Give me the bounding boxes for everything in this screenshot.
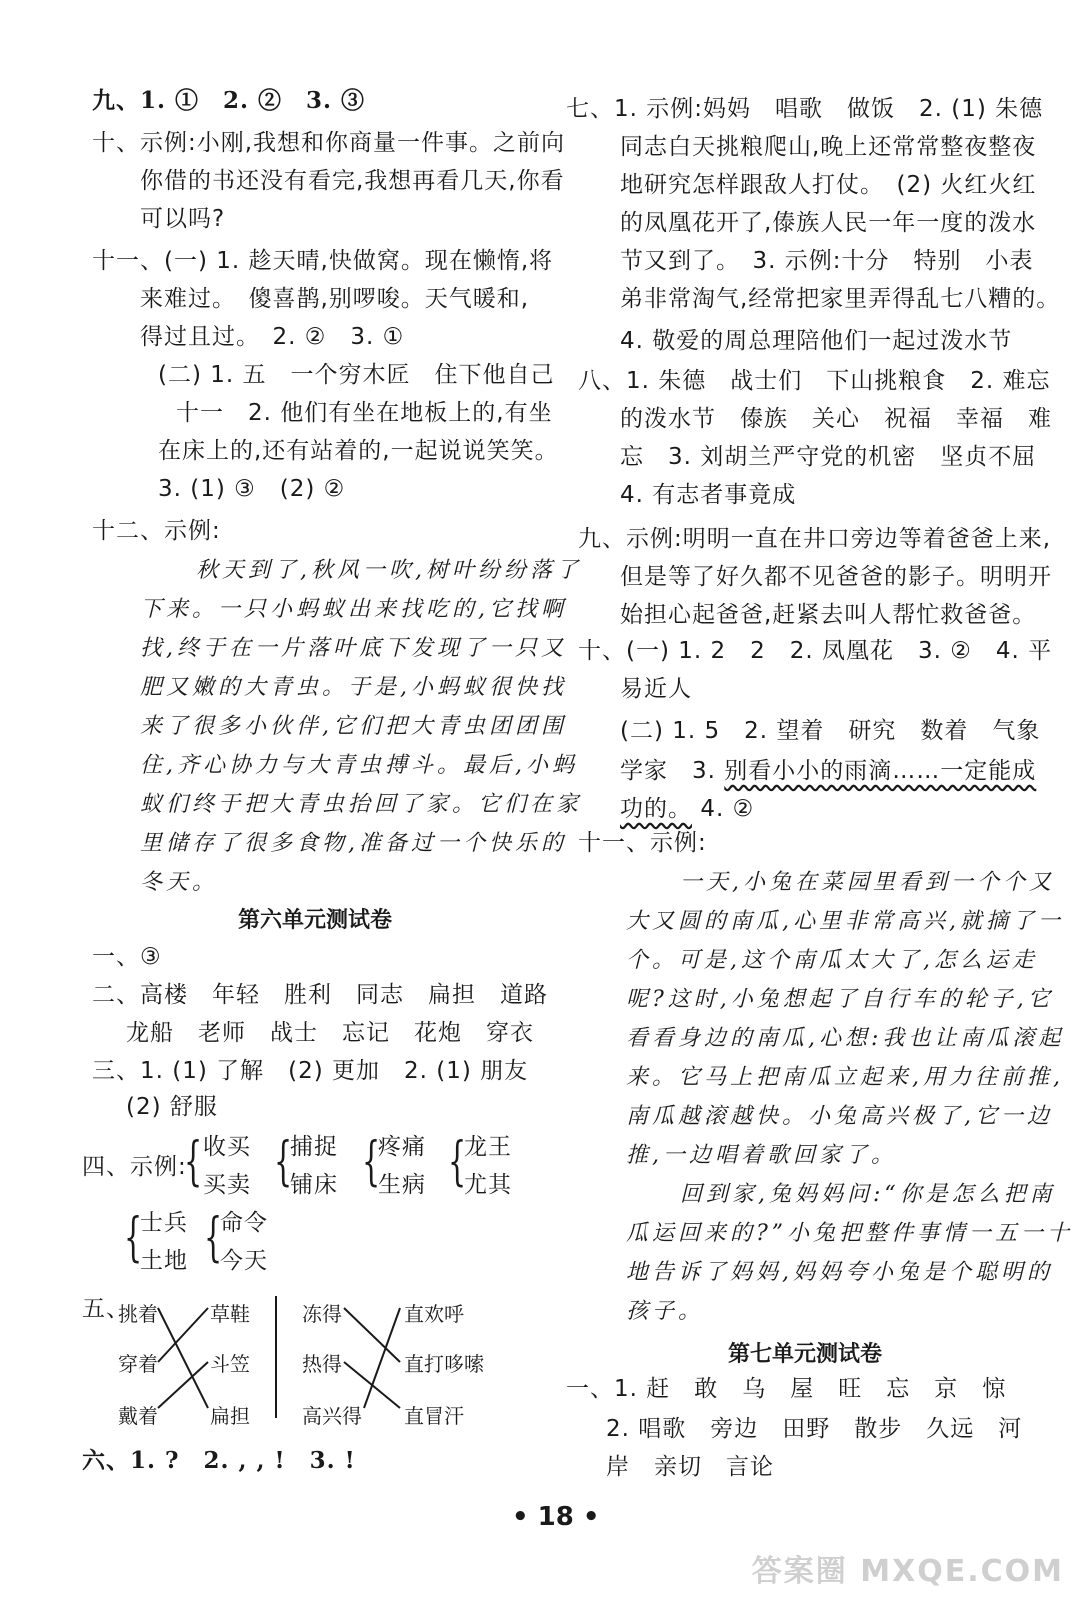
r-q10-line-3: (二) 1. 5 2. 望着 研究 数着 气象 xyxy=(620,718,1041,744)
match-word: 直欢呼 xyxy=(404,1302,464,1326)
r-q11-essay-line: 孩子。 xyxy=(626,1299,705,1324)
match-word: 直打哆嗦 xyxy=(404,1352,484,1376)
q10-line-2: 你借的书还没有看完,我想再看几天,你看 xyxy=(140,168,565,194)
match-word: 穿着 xyxy=(118,1352,158,1376)
u7-q2-line-2: 岸 亲切 言论 xyxy=(606,1454,774,1480)
u6-q4-word: 命令 xyxy=(220,1210,268,1236)
match-line xyxy=(158,1308,208,1408)
r-q11-essay-line: 回到家,兔妈妈问:“你是怎么把南 xyxy=(680,1182,1056,1207)
r-q7-line-2: 同志白天挑粮爬山,晚上还常常整夜整夜 xyxy=(620,134,1037,160)
r-q11-essay-line: 大又圆的南瓜,心里非常高兴,就摘了一 xyxy=(626,909,1064,934)
r-q10-end: 4. ② xyxy=(700,796,755,822)
u7-q1: 一、1. 赶 敢 乌 屋 旺 忘 京 惊 xyxy=(566,1376,1007,1402)
match-word: 扁担 xyxy=(210,1404,250,1428)
match-word: 直冒汗 xyxy=(404,1404,464,1428)
r-q8-line-3: 忘 3. 刘胡兰严守党的机密 坚贞不屈 xyxy=(620,444,1037,470)
match-line xyxy=(158,1308,208,1362)
q12-essay-line-3: 找,终于在一片落叶底下发现了一只又 xyxy=(140,636,567,661)
r-q11-essay-line: 推,一边唱着歌回家了。 xyxy=(626,1143,897,1168)
r-q11-essay-line: 瓜运回来的?”小兔把整件事情一五一十 xyxy=(626,1221,1074,1246)
r-q10-line-4 xyxy=(620,756,1036,786)
match-word: 戴着 xyxy=(118,1404,158,1428)
u6-q6: 六、1. ? 2. , , ! 3. ! xyxy=(82,1447,356,1474)
r-q8-line-4: 4. 有志者事竟成 xyxy=(620,482,797,508)
r-q10-wavy-2: 功的。 xyxy=(620,796,692,822)
brace-icon: { xyxy=(448,1132,467,1192)
r-q9-line-3: 始担心起爸爸,赶紧去叫人帮忙救爸爸。 xyxy=(620,602,1037,628)
q11-line-1: 十一、(一) 1. 趁天晴,快做窝。现在懒惰,将 xyxy=(92,248,554,274)
r-q8-line-1: 八、1. 朱德 战士们 下山挑粮食 2. 难忘 xyxy=(578,368,1051,394)
u6-q1: 一、③ xyxy=(92,944,162,970)
r-q11-essay-line: 呢?这时,小兔想起了自行车的轮子,它 xyxy=(626,987,1054,1012)
r-q10-text: 学家 3. xyxy=(620,758,716,784)
q11-line-3: 得过且过。 2. ② 3. ① xyxy=(140,324,405,350)
r-q11-essay-line: 个。可是,这个南瓜太大了,怎么运走 xyxy=(626,948,1038,973)
unit7-title: 第七单元测试卷 xyxy=(727,1342,882,1367)
u6-q3-line-2: (2) 舒服 xyxy=(126,1094,218,1120)
r-q11-essay-line: 来。它马上把南瓜立起来,用力往前推, xyxy=(626,1065,1064,1090)
u6-q4-word: 尤其 xyxy=(464,1172,512,1198)
unit6-title: 第六单元测试卷 xyxy=(237,908,392,933)
brace-icon: { xyxy=(204,1208,223,1268)
match-word: 斗笠 xyxy=(210,1352,250,1376)
r-q10-wavy-1: 别看小小的雨滴……一定能成 xyxy=(724,758,1037,784)
q12-essay-line-8: 里储存了很多食物,准备过一个快乐的 xyxy=(140,831,567,856)
match-word: 冻得 xyxy=(302,1302,342,1326)
r-q11-essay-line: 看看身边的南瓜,心想:我也让南瓜滚起 xyxy=(626,1026,1065,1051)
r-q7-line-4: 的凤凰花开了,傣族人民一年一度的泼水 xyxy=(620,210,1037,236)
match-word: 草鞋 xyxy=(210,1302,250,1326)
u6-q4-word: 生病 xyxy=(378,1172,426,1198)
q11-line-7: 3. (1) ③ (2) ② xyxy=(158,476,346,502)
r-q7-line-6: 弟非常淘气,经常把家里弄得乱七八糟的。 xyxy=(620,286,1061,312)
r-q11-essay-line: 地告诉了妈妈,妈妈夸小兔是个聪明的 xyxy=(626,1260,1053,1285)
q12-essay-line-5: 来了很多小伙伴,它们把大青虫团团围 xyxy=(140,714,567,739)
match-word: 热得 xyxy=(302,1352,342,1376)
u6-q4-word: 土地 xyxy=(140,1248,188,1274)
r-q7-line-7: 4. 敬爱的周总理陪他们一起过泼水节 xyxy=(620,328,1013,354)
q11-line-2: 来难过。 傻喜鹊,别啰唆。天气暖和, xyxy=(140,286,530,312)
match-word: 高兴得 xyxy=(302,1404,362,1428)
r-q7-line-3: 地研究怎样跟敌人打仗。 (2) 火红火红 xyxy=(620,172,1037,198)
brace-icon: { xyxy=(184,1132,203,1192)
q11-line-6: 在床上的,还有站着的,一起说说笑笑。 xyxy=(158,438,559,464)
u6-q5-label: 五、 xyxy=(82,1296,130,1322)
q12-essay-line-1: 秋天到了,秋风一吹,树叶纷纷落了 xyxy=(196,558,582,583)
u6-q2-line-1: 二、高楼 年轻 胜利 同志 扁担 道路 xyxy=(92,982,548,1008)
u6-q4-word: 铺床 xyxy=(290,1172,338,1198)
q12-essay-line-2: 下来。一只小蚂蚁出来找吃的,它找啊 xyxy=(140,597,567,622)
q12-essay-line-7: 蚁们终于把大青虫抬回了家。它们在家 xyxy=(140,792,583,817)
page-number: • 18 • xyxy=(512,1502,600,1532)
u6-q4-word: 收买 xyxy=(203,1134,251,1160)
r-q9-line-1: 九、示例:明明一直在井口旁边等着爸爸上来, xyxy=(578,526,1052,552)
r-q7-line-5: 节又到了。 3. 示例:十分 特别 小表 xyxy=(620,248,1034,274)
q10-line-3: 可以吗? xyxy=(140,206,226,232)
r-q11-essay-line: 一天,小兔在菜园里看到一个个又 xyxy=(680,870,1055,895)
q12-essay-line-9: 冬天。 xyxy=(140,870,219,895)
q12-essay-line-4: 肥又嫩的大青虫。于是,小蚂蚁很快找 xyxy=(140,675,567,700)
brace-icon: { xyxy=(274,1132,293,1192)
r-q10-line-2: 易近人 xyxy=(620,676,692,702)
u7-q2-line-1: 2. 唱歌 旁边 田野 散步 久远 河 xyxy=(606,1416,1023,1442)
u6-q4-word: 龙王 xyxy=(464,1134,512,1160)
match-word: 挑着 xyxy=(118,1302,158,1326)
q11-line-5: 十一 2. 他们有坐在地板上的,有坐 xyxy=(176,400,553,426)
u6-q4-word: 捕捉 xyxy=(290,1134,338,1160)
u6-q4-word: 疼痛 xyxy=(378,1134,426,1160)
r-q10-line-5 xyxy=(620,794,754,824)
r-q10-line-1: 十、(一) 1. 2 2 2. 凤凰花 3. ② 4. 平 xyxy=(578,638,1053,664)
r-q11-label: 十一、示例: xyxy=(578,830,707,856)
q11-line-4: (二) 1. 五 一个穷木匠 住下他自己 xyxy=(158,362,555,388)
q9-answer: 九、1. ① 2. ② 3. ③ xyxy=(92,87,366,114)
r-q11-essay-line: 南瓜越滚越快。小兔高兴极了,它一边 xyxy=(626,1104,1053,1129)
u6-q3-line-1: 三、1. (1) 了解 (2) 更加 2. (1) 朋友 xyxy=(92,1058,529,1084)
brace-icon: { xyxy=(124,1208,143,1268)
u6-q4-word: 买卖 xyxy=(203,1172,251,1198)
r-q9-line-2: 但是等了好久都不见爸爸的影子。明明开 xyxy=(620,564,1052,590)
q10-line-1: 十、示例:小刚,我想和你商量一件事。之前向 xyxy=(92,130,566,156)
u6-q4-word: 今天 xyxy=(220,1248,268,1274)
match-line xyxy=(158,1362,208,1408)
r-q8-line-2: 的泼水节 傣族 关心 祝福 幸福 难 xyxy=(620,406,1052,432)
brace-icon: { xyxy=(362,1132,381,1192)
u6-q4-word: 士兵 xyxy=(140,1210,188,1236)
u6-q4-label: 四、示例: xyxy=(82,1154,187,1180)
watermark: 答案圈 MXQE.COM xyxy=(751,1554,1064,1589)
r-q7-line-1: 七、1. 示例:妈妈 唱歌 做饭 2. (1) 朱德 xyxy=(566,96,1044,122)
u6-q2-line-2: 龙船 老师 战士 忘记 花炮 穿衣 xyxy=(126,1020,534,1046)
q12-label: 十二、示例: xyxy=(92,518,221,544)
q12-essay-line-6: 住,齐心协力与大青虫搏斗。最后,小蚂 xyxy=(140,753,578,778)
match-line xyxy=(344,1308,400,1362)
